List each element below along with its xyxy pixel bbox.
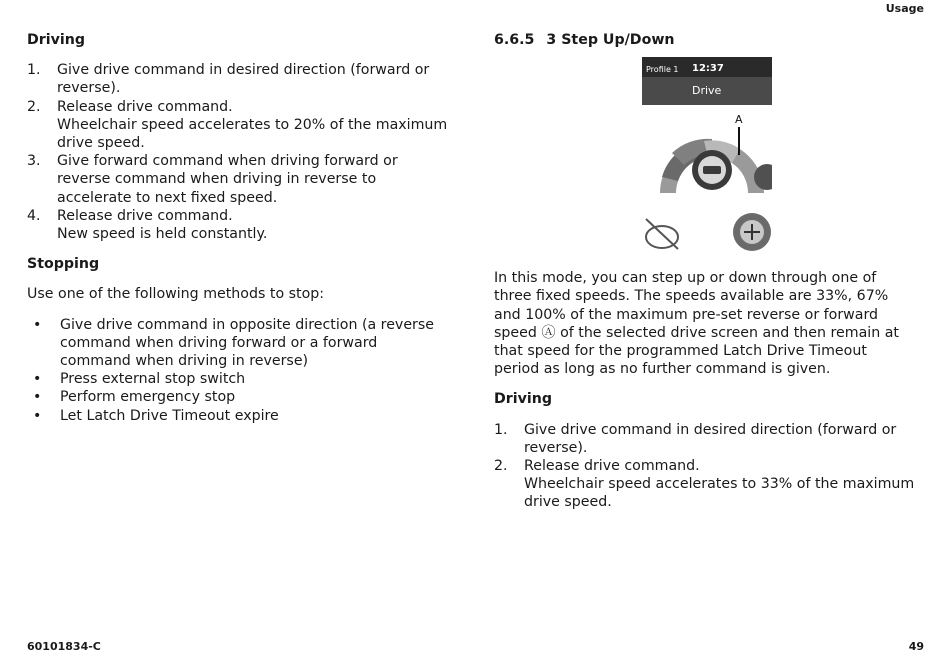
stopping-intro: Use one of the following methods to stop: — [27, 286, 325, 303]
document-number: 60101834-C — [27, 640, 101, 653]
section-heading — [494, 31, 916, 49]
stopping-methods-list — [27, 316, 452, 425]
list-item: • Let Latch Drive Timeout expire — [27, 407, 452, 425]
list-item: 4. Release drive command. New speed is held constantly. — [27, 207, 268, 243]
list-item: • Perform emergency stop — [27, 388, 452, 406]
driving-steps-list — [27, 61, 452, 243]
left-column — [27, 31, 452, 425]
driving-heading: Driving — [27, 32, 86, 48]
page-number: 49 — [908, 640, 924, 653]
list-item: • Give drive command in opposite direction (a reverse command when driving forward or a forward command when driving in reverse) — [27, 316, 452, 371]
section-number: 6.6.5 — [494, 32, 535, 48]
running-header: Usage — [885, 2, 924, 15]
driving-heading: Driving — [494, 391, 553, 408]
profile-label: Profile 1 — [646, 65, 679, 75]
list-item: 1. Give drive command in desired direction (forward or reverse). — [27, 62, 430, 97]
list-item: 2. Release drive command. Wheelchair speed accelerates to 33% of the maximum drive speed. — [494, 458, 915, 511]
list-item: 1. Give drive command in desired direction (forward or reverse). — [494, 421, 897, 456]
mode-description: In this mode, you can step up or down through one of three fixed speeds. The speeds available are 33%, 67% and 100% of the maximum pre-set reverse or forward speed Ⓐ of the selected drive screen and then remain at that speed for the programmed Latch Drive Timeout period as long as no further command is given. — [494, 270, 899, 378]
speed-dial-graphic — [642, 57, 772, 253]
mode-label: Drive — [692, 84, 722, 98]
brake-icon — [646, 219, 678, 249]
right-column — [494, 31, 916, 524]
seat-function-icon — [733, 213, 771, 251]
list-item: 3. Give forward command when driving forward or reverse command when driving in reverse to accelerate to next fixed speed. — [27, 153, 398, 206]
list-item: 2. Release drive command. Wheelchair speed accelerates to 20% of the maximum drive speed. — [27, 98, 448, 152]
driving-steps-list — [494, 421, 916, 512]
drive-screen-figure — [642, 57, 772, 253]
callout-label: A — [735, 113, 743, 127]
clock-time: 12:37 — [692, 63, 724, 75]
stopping-heading: Stopping — [27, 256, 100, 273]
section-title: 3 Step Up/Down — [546, 32, 675, 48]
list-item: • Press external stop switch — [27, 370, 452, 388]
